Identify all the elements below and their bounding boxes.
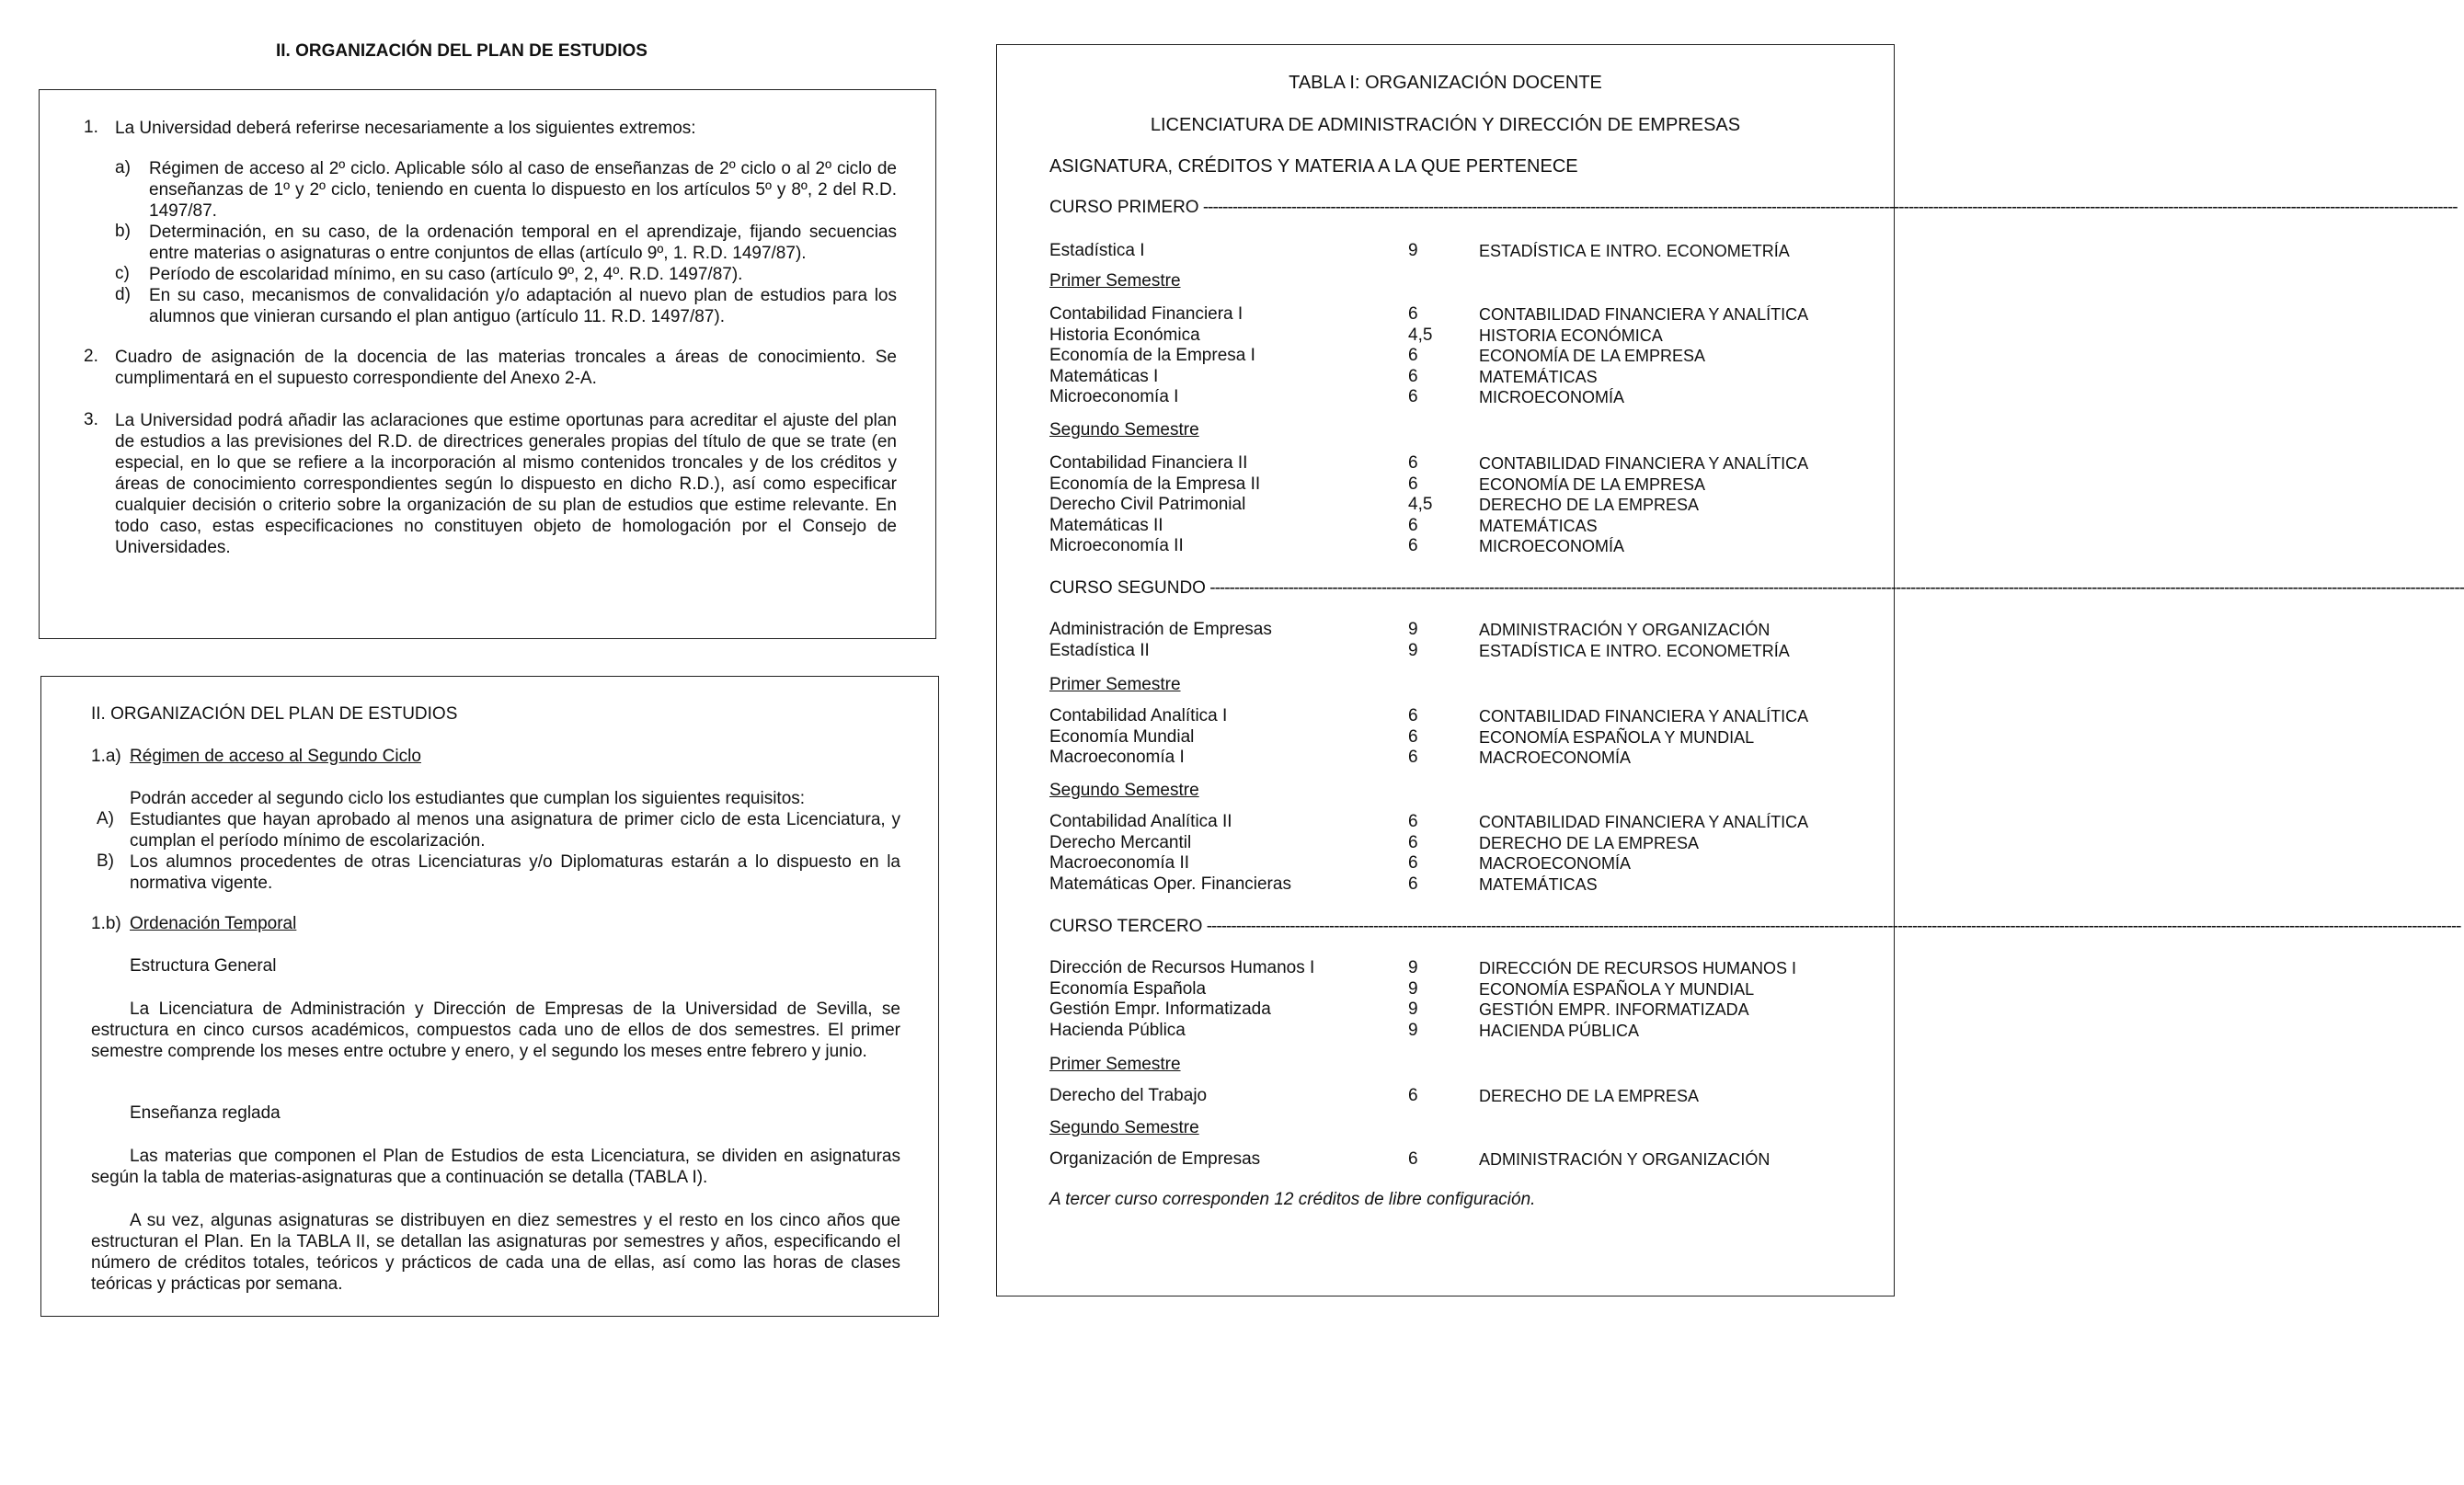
subject-credits: 6 [1408,1086,1418,1105]
subject-materia: ECONOMÍA DE LA EMPRESA [1479,347,1706,366]
subject-credits: 6 [1408,748,1418,768]
table-title: TABLA I: ORGANIZACIÓN DOCENTE [1289,73,1602,93]
subject-name: Microeconomía II [1049,536,1184,556]
estructura-text: La Licenciatura de Administración y Dirección de Empresas de la Universidad de Sevilla, se estructura en cinco cursos académicos, compuestos cada uno de ellos de dos semestres. El primer semestre comprende los meses entre octubre y enero, y el segundo los meses entre febrero y junio. [91,1000,900,1061]
estructura-heading: Estructura General [130,956,277,976]
subject-materia: MATEMÁTICAS [1479,367,1598,386]
section-heading-text: Régimen de acceso al Segundo Ciclo [130,747,421,766]
subject-credits: 6 [1408,706,1418,725]
subject-name: Matemáticas I [1049,366,1159,386]
subject-materia: DIRECCIÓN DE RECURSOS HUMANOS I [1479,959,1797,977]
subject-credits: 9 [1408,241,1418,260]
subject-materia: ESTADÍSTICA E INTRO. ECONOMETRÍA [1479,242,1790,260]
subject-materia: MATEMÁTICAS [1479,516,1598,535]
table-subtitle: LICENCIATURA DE ADMINISTRACIÓN Y DIRECCIÓN DE EMPRESAS [1150,115,1741,135]
subject-materia: DERECHO DE LA EMPRESA [1479,1087,1700,1105]
subject-name: Gestión Empr. Informatizada [1049,1000,1271,1020]
subject-materia: CONTABILIDAD FINANCIERA Y ANALÍTICA [1479,305,1809,324]
subitem-text: Régimen de acceso al 2º ciclo. Aplicable sólo al caso de enseñanzas de 2º ciclo o al 2º ciclo de enseñanzas de 1º y 2º ciclo, teniendo en cuenta lo dispuesto en los artículos 5º y 8º, 2 del R.D. 1497/87. [149,159,897,221]
subject-materia: ADMINISTRACIÓN Y ORGANIZACIÓN [1479,621,1771,639]
table-header: ASIGNATURA, CRÉDITOS Y MATERIA A LA QUE PERTENECE [1049,156,1578,177]
section-number: 1.a) [91,747,121,766]
subject-name: Estadística I [1049,241,1145,260]
item-number: 2. [84,347,98,366]
tabla-organizacion-docente [996,44,2464,1297]
subject-row [1049,874,1859,895]
requirement-text: Estudiantes que hayan aprobado al menos una asignatura de primer ciclo de esta Licenciatura, y cumplan el período mínimo de escolarización. [130,810,900,851]
subject-name: Economía Mundial [1049,726,1195,747]
subject-materia: ECONOMÍA DE LA EMPRESA [1479,474,1706,494]
subject-row [1049,367,1859,387]
subject-name: Economía de la Empresa I [1049,346,1255,366]
curso3-segundo-semestre-label: Segundo Semestre [1049,1118,1199,1137]
subject-row [1049,1149,1859,1170]
subject-row [1049,474,1859,495]
subitem-letter: c) [115,264,130,283]
dash-rule: ---------------------------------------------------------------------------------------------------------------------------------------------------------------------------------------------------------------------------------------------------------------- [1198,198,2458,217]
subject-materia: DERECHO DE LA EMPRESA [1479,833,1700,852]
subject-name: Dirección de Recursos Humanos I [1049,958,1315,977]
instructions-box [39,89,936,639]
subject-materia: MICROECONOMÍA [1479,388,1625,407]
ensenanza-heading: Enseñanza reglada [130,1103,281,1123]
subject-materia: ECONOMÍA ESPAÑOLA Y MUNDIAL [1479,979,1755,999]
subject-materia: GESTIÓN EMPR. INFORMATIZADA [1479,1000,1749,1020]
subject-row [1049,1086,1859,1106]
instruction-subitems [115,158,897,327]
subject-name: Hacienda Pública [1049,1020,1186,1040]
subject-name: Matemáticas Oper. Financieras [1049,874,1291,894]
subject-name: Macroeconomía II [1049,853,1190,874]
subject-credits: 9 [1408,1000,1418,1020]
subject-name: Contabilidad Financiera I [1049,304,1243,324]
subject-credits: 9 [1408,620,1418,639]
curso-segundo-heading: CURSO SEGUNDO ---------------------------------------------------------------------------------------------------------------------------------------------------------------------------------------------------------------------------------------------------------------- [1049,578,2464,598]
subject-credits: 9 [1408,1020,1418,1040]
subject-materia: CONTABILIDAD FINANCIERA Y ANALÍTICA [1479,813,1809,831]
subject-row [1049,1000,1859,1020]
subject-row [1049,706,1859,726]
dash-rule: ---------------------------------------------------------------------------------------------------------------------------------------------------------------------------------------------------------------------------------------------------------------- [1202,917,2461,936]
section-title: II. ORGANIZACIÓN DEL PLAN DE ESTUDIOS [91,704,458,724]
subject-credits: 9 [1408,978,1418,999]
subitem-a [115,158,897,222]
subject-row [1049,536,1859,556]
requirement-text: Los alumnos procedentes de otras Licenciaturas y/o Diplomaturas estarán a lo dispuesto en la normativa vigente. [130,852,900,893]
subject-name: Macroeconomía I [1049,748,1185,768]
subject-materia: MACROECONOMÍA [1479,748,1632,768]
table-body [1049,45,2464,1296]
curso-primero-heading: CURSO PRIMERO ---------------------------------------------------------------------------------------------------------------------------------------------------------------------------------------------------------------------------------------------------------------- [1049,198,2458,217]
subject-name: Economía Española [1049,978,1207,999]
subject-name: Derecho Civil Patrimonial [1049,495,1246,515]
subject-credits: 6 [1408,474,1418,494]
asignaturas-text: A su vez, algunas asignaturas se distribuyen en diez semestres y el resto en los cinco años que estructuran el Plan. En la TABLA II, se detallan las asignaturas por semestres y años, especificando el número de créditos totales, teóricos y prácticos de cada una de ellas, así como las horas de clases teóricas y prácticas por semana. [91,1211,900,1294]
footnote: A tercer curso corresponden 12 créditos de libre configuración. [1049,1190,1536,1209]
subject-name: Derecho Mercantil [1049,832,1192,852]
subject-row [1049,241,1859,261]
subject-name: Derecho del Trabajo [1049,1086,1208,1105]
subitem-b [115,222,897,264]
subject-row [1049,979,1859,1000]
subject-credits: 6 [1408,812,1418,831]
subitem-text: Determinación, en su caso, de la ordenación temporal en el aprendizaje, fijando secuencias entre materias o asignaturas o entre conjuntos de ellas (artículo 9º, 1. R.D. 1497/87). [149,223,897,263]
subject-name: Contabilidad Financiera II [1049,453,1248,473]
subject-materia: DERECHO DE LA EMPRESA [1479,496,1700,515]
item-text: Cuadro de asignación de la docencia de las materias troncales a áreas de conocimiento. Se cumplimentará en el supuesto correspondiente del Anexo 2-A. [115,348,897,388]
requirement-a [97,809,900,851]
subject-name: Estadística II [1049,640,1150,660]
subject-credits: 6 [1408,453,1418,473]
requirement-b [97,851,900,894]
subject-row [1049,516,1859,536]
section-heading-text: Ordenación Temporal [130,914,297,933]
subject-credits: 6 [1408,366,1418,386]
subject-row [1049,641,1859,661]
subject-credits: 6 [1408,726,1418,747]
subject-row [1049,1021,1859,1041]
subitem-letter: a) [115,158,131,177]
subject-credits: 6 [1408,536,1418,556]
subject-credits: 9 [1408,640,1418,660]
subject-row [1049,958,1859,978]
access-intro: Podrán acceder al segundo ciclo los estudiantes que cumplan los siguientes requisitos: [130,789,806,808]
subject-row [1049,727,1859,748]
subject-materia: HISTORIA ECONÓMICA [1479,326,1663,345]
curso-tercero-heading: CURSO TERCERO ---------------------------------------------------------------------------------------------------------------------------------------------------------------------------------------------------------------------------------------------------------------- [1049,917,2461,936]
subject-credits: 4,5 [1408,495,1433,515]
subitem-letter: b) [115,222,131,241]
subject-credits: 6 [1408,874,1418,894]
item-text: La Universidad podrá añadir las aclaraciones que estime oportunas para acreditar el ajuste del plan de estudios a las previsiones del R.D. de directrices generales propias del título de que se trate (en especial, en lo que se refiere a la incorporación al mismo contenidos troncales y de los créditos y áreas de conocimiento correspondientes según lo dispuesto en dicho R.D.), así como especificar cualquier decisión o criterio sobre la organización de su plan de estudios que estime relevante. En todo caso, estas especificaciones no constituyen objeto de homologación por el Consejo de Universidades. [115,411,897,557]
section-1a-heading [91,747,421,767]
subject-materia: ECONOMÍA ESPAÑOLA Y MUNDIAL [1479,727,1755,747]
subject-materia: CONTABILIDAD FINANCIERA Y ANALÍTICA [1479,707,1809,725]
curso1-primer-semestre-label: Primer Semestre [1049,271,1181,291]
subject-name: Microeconomía I [1049,387,1179,407]
subject-name: Historia Económica [1049,325,1200,345]
subitem-c [115,264,897,285]
subject-row [1049,812,1859,832]
subject-materia: ADMINISTRACIÓN Y ORGANIZACIÓN [1479,1150,1771,1169]
subject-credits: 6 [1408,853,1418,874]
page-title: II. ORGANIZACIÓN DEL PLAN DE ESTUDIOS [276,41,648,61]
dash-rule: ---------------------------------------------------------------------------------------------------------------------------------------------------------------------------------------------------------------------------------------------------------------- [1205,578,2464,598]
subject-row [1049,304,1859,325]
subject-row [1049,326,1859,346]
subject-row [1049,853,1859,874]
subject-credits: 6 [1408,387,1418,407]
subject-credits: 6 [1408,346,1418,366]
subitem-text: En su caso, mecanismos de convalidación y/o adaptación al nuevo plan de estudios para los alumnos que vinieran cursando el plan antiguo (artículo 11. R.D. 1497/87). [149,286,897,326]
subject-credits: 6 [1408,515,1418,535]
requirement-letter: B) [97,851,114,871]
instruction-item-2 [84,347,897,389]
item-number: 3. [84,410,98,429]
subject-credits: 9 [1408,958,1418,977]
subject-row [1049,495,1859,515]
subitem-letter: d) [115,285,131,304]
subject-credits: 6 [1408,832,1418,852]
subject-name: Contabilidad Analítica I [1049,706,1228,725]
subject-credits: 4,5 [1408,325,1433,345]
curso2-primer-semestre-label: Primer Semestre [1049,675,1181,694]
subject-materia: MACROECONOMÍA [1479,854,1632,874]
subject-row [1049,346,1859,366]
item-text: La Universidad deberá referirse necesariamente a los siguientes extremos: [115,119,696,138]
item-number: 1. [84,118,98,137]
ensenanza-text: Las materias que componen el Plan de Estudios de esta Licenciatura, se dividen en asignaturas según la tabla de materias-asignaturas que a continuación se detalla (TABLA I). [91,1147,900,1187]
plan-description-box [40,676,939,1317]
subject-name: Administración de Empresas [1049,620,1272,639]
subject-name: Economía de la Empresa II [1049,474,1261,494]
subject-materia: CONTABILIDAD FINANCIERA Y ANALÍTICA [1479,454,1809,473]
subject-credits: 6 [1408,1149,1418,1169]
subject-materia: MATEMÁTICAS [1479,874,1598,894]
section-1b-heading [91,914,296,934]
subject-name: Contabilidad Analítica II [1049,812,1232,831]
curso3-primer-semestre-label: Primer Semestre [1049,1055,1181,1074]
subitem-text: Período de escolaridad mínimo, en su caso (artículo 9º, 2, 4º. R.D. 1497/87). [149,265,743,284]
subject-row [1049,620,1859,640]
subject-row [1049,387,1859,407]
requirement-letter: A) [97,809,114,828]
curso1-segundo-semestre-label: Segundo Semestre [1049,420,1199,440]
instruction-item-1 [84,118,893,139]
subject-materia: HACIENDA PÚBLICA [1479,1021,1640,1040]
subject-name: Matemáticas II [1049,515,1163,535]
subject-row [1049,833,1859,853]
subject-materia: MICROECONOMÍA [1479,537,1625,556]
subject-credits: 6 [1408,304,1418,324]
subject-materia: ESTADÍSTICA E INTRO. ECONOMETRÍA [1479,641,1790,660]
subject-row [1049,453,1859,474]
subject-row [1049,748,1859,768]
section-number: 1.b) [91,914,121,933]
subject-name: Organización de Empresas [1049,1149,1261,1169]
subitem-d [115,285,897,327]
instruction-item-3 [84,410,897,558]
curso2-segundo-semestre-label: Segundo Semestre [1049,781,1199,800]
